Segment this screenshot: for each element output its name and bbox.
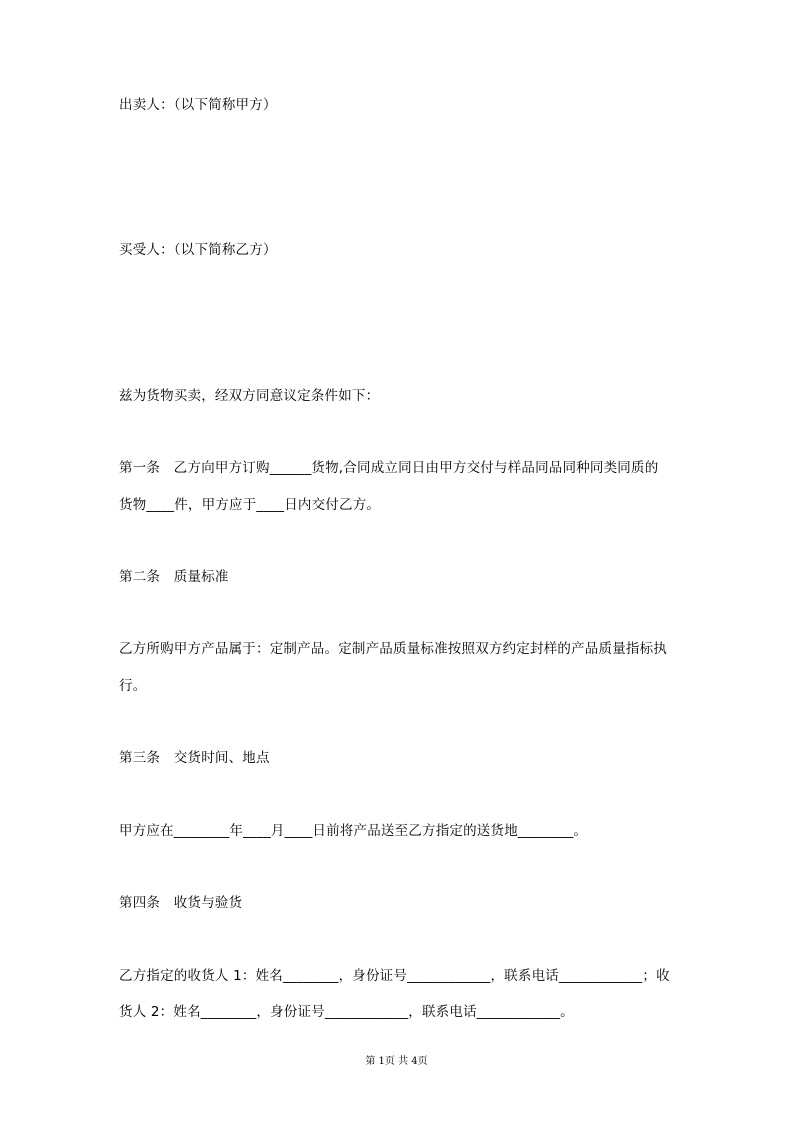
article-4-title: 第四条 收货与验货 bbox=[119, 895, 243, 911]
article-3-title: 第三条 交货时间、地点 bbox=[119, 750, 270, 766]
article-1-line-2: 货物____件，甲方应于____日内交付乙方。 bbox=[119, 497, 381, 513]
article-2-line-2: 行。 bbox=[119, 678, 147, 694]
article-4-line-1: 乙方指定的收货人 1：姓名________，身份证号____________，联系电话____________；收 bbox=[119, 968, 670, 984]
article-2-line-1: 乙方所购甲方产品属于：定制产品。定制产品质量标准按照双方约定封样的产品质量指标执 bbox=[119, 641, 667, 657]
article-4-line-2: 货人 2：姓名________，身份证号____________，联系电话____________。 bbox=[119, 1004, 574, 1020]
article-2-title: 第二条 质量标准 bbox=[119, 569, 229, 585]
page-footer: 第 1页 共 4页 bbox=[365, 1056, 428, 1067]
seller-line: 出卖人：（以下简称甲方） bbox=[119, 97, 277, 113]
buyer-line: 买受人：（以下简称乙方） bbox=[119, 242, 277, 258]
intro-paragraph: 兹为货物买卖，经双方同意议定条件如下： bbox=[119, 388, 380, 404]
article-3-line-1: 甲方应在________年____月____日前将产品送至乙方指定的送货地________。 bbox=[119, 823, 588, 839]
article-1-line-1: 第一条 乙方向甲方订购______货物,合同成立同日由甲方交付与样品同品同种同类同质的 bbox=[119, 460, 659, 476]
